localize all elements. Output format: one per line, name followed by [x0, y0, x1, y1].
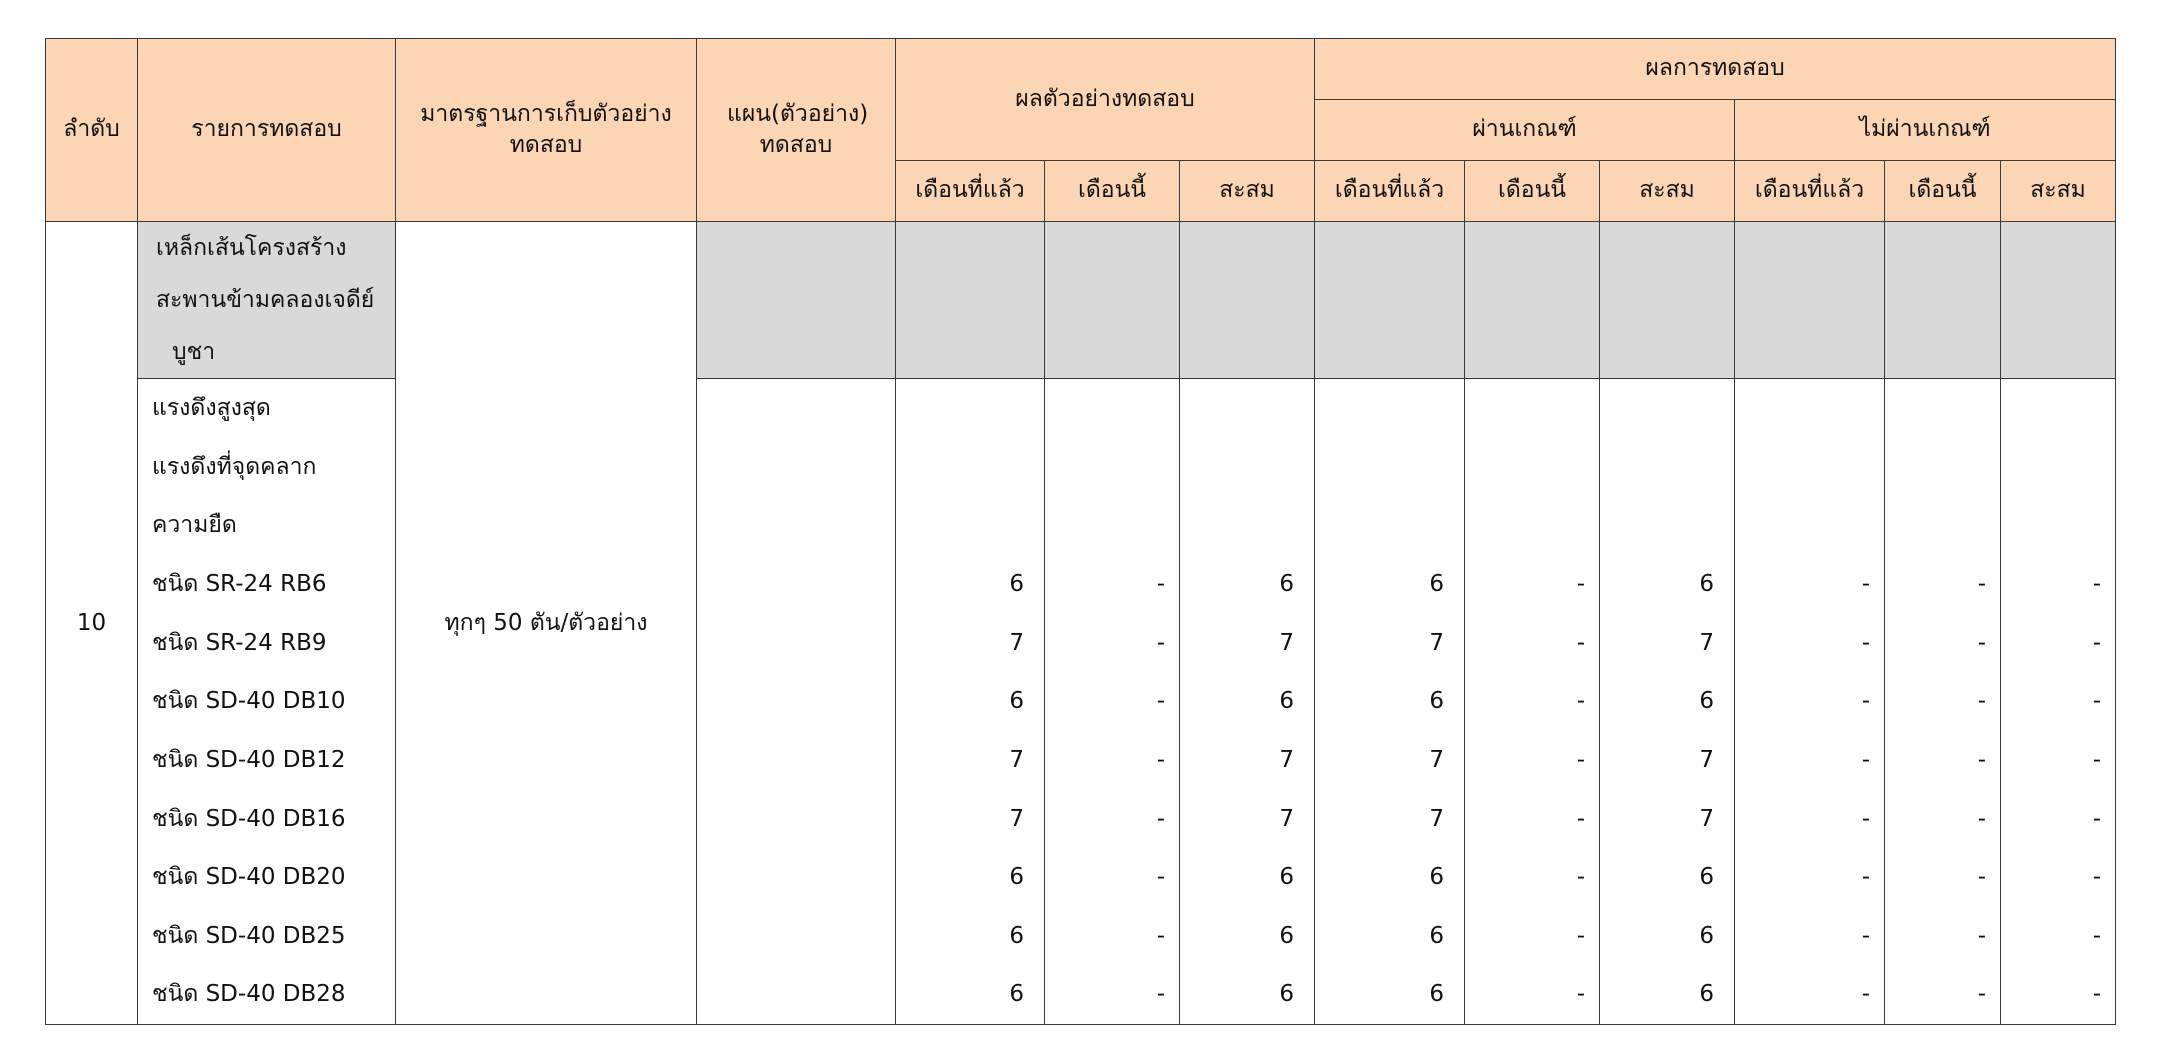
cell-value: - — [1735, 672, 1885, 731]
row-label: ชนิด SR-24 RB9 — [138, 613, 396, 672]
cell-value: 6 — [1600, 907, 1735, 966]
cell-value: - — [1735, 848, 1885, 907]
section-title-line: เหล็กเส้นโครงสร้าง — [156, 235, 347, 261]
cell-value: - — [1465, 965, 1600, 1024]
row-label: ชนิด SD-40 DB12 — [138, 731, 396, 790]
cell-value: - — [2001, 672, 2116, 731]
cell-value: 6 — [1600, 848, 1735, 907]
table-row — [46, 965, 2116, 1024]
cell-value: 6 — [1600, 555, 1735, 614]
cell-value: - — [1045, 731, 1180, 790]
test-results-table — [45, 38, 2116, 1025]
header-pass-this-month: เดือนนี้ — [1465, 161, 1600, 222]
cell-value: 6 — [896, 848, 1045, 907]
header-sample-last-month: เดือนที่แล้ว — [896, 161, 1045, 222]
cell-value: 6 — [896, 965, 1045, 1024]
blank-cell — [2001, 379, 2116, 555]
cell-value: - — [1465, 848, 1600, 907]
header-plan — [697, 39, 896, 222]
cell-value: - — [1735, 613, 1885, 672]
cell-value: - — [1885, 672, 2001, 731]
section-empty-cell — [1600, 222, 1735, 379]
cell-value: 7 — [1315, 789, 1465, 848]
cell-value: - — [1465, 613, 1600, 672]
cell-value: - — [1885, 907, 2001, 966]
plan-cell — [697, 379, 896, 1025]
section-empty-cell — [1885, 222, 2001, 379]
header-fail-last-month: เดือนที่แล้ว — [1735, 161, 1885, 222]
header-pass: ผ่านเกณฑ์ — [1315, 100, 1735, 161]
cell-value: - — [1735, 907, 1885, 966]
blank-cell — [1735, 379, 1885, 555]
section-empty-cell — [1315, 222, 1465, 379]
table-row — [46, 672, 2116, 731]
header-plan-text: แผน(ตัวอย่าง) ทดสอบ — [727, 100, 869, 158]
cell-value: - — [1045, 672, 1180, 731]
section-empty-cell — [896, 222, 1045, 379]
section-title-line: บูชา — [172, 339, 216, 365]
cell-value: 6 — [1315, 907, 1465, 966]
header-fail: ไม่ผ่านเกณฑ์ — [1735, 100, 2116, 161]
cell-value: 6 — [1180, 965, 1315, 1024]
cell-value: 7 — [896, 731, 1045, 790]
cell-value: 6 — [896, 555, 1045, 614]
row-label: ชนิด SD-40 DB10 — [138, 672, 396, 731]
header-fail-cumulative: สะสม — [2001, 161, 2116, 222]
header-sample-this-month: เดือนนี้ — [1045, 161, 1180, 222]
cell-value: - — [2001, 907, 2116, 966]
table-row — [46, 848, 2116, 907]
property-label: ความยืด — [138, 496, 396, 555]
header-row-1 — [46, 39, 2116, 100]
cell-value: 7 — [1180, 613, 1315, 672]
row-label: ชนิด SD-40 DB16 — [138, 789, 396, 848]
cell-value: - — [1045, 965, 1180, 1024]
section-plan-cell — [697, 222, 896, 379]
row-label: ชนิด SR-24 RB6 — [138, 555, 396, 614]
cell-value: - — [1465, 789, 1600, 848]
cell-value: 6 — [1315, 555, 1465, 614]
table-row — [46, 613, 2116, 672]
section-title — [138, 222, 396, 379]
cell-value: 6 — [1315, 672, 1465, 731]
cell-value: - — [1735, 965, 1885, 1024]
cell-value: 6 — [1600, 965, 1735, 1024]
blank-cell — [1885, 379, 2001, 555]
table-row — [46, 789, 2116, 848]
cell-value: - — [1735, 789, 1885, 848]
cell-value: - — [1465, 672, 1600, 731]
cell-value: 7 — [896, 613, 1045, 672]
table-row — [46, 731, 2116, 790]
section-empty-cell — [1045, 222, 1180, 379]
cell-value: 6 — [1180, 555, 1315, 614]
blank-cell — [1315, 379, 1465, 555]
row-label: ชนิด SD-40 DB28 — [138, 965, 396, 1024]
cell-value: 6 — [1315, 848, 1465, 907]
section-seq: 10 — [46, 222, 138, 1025]
header-seq: ลำดับ — [46, 39, 138, 222]
cell-value: - — [1465, 555, 1600, 614]
cell-value: 6 — [896, 907, 1045, 966]
table-row — [46, 555, 2116, 614]
header-fail-this-month: เดือนนี้ — [1885, 161, 2001, 222]
header-pass-last-month: เดือนที่แล้ว — [1315, 161, 1465, 222]
cell-value: - — [1735, 731, 1885, 790]
blank-cell — [896, 379, 1045, 555]
section-empty-cell — [2001, 222, 2116, 379]
blank-cell — [1600, 379, 1735, 555]
row-label: ชนิด SD-40 DB20 — [138, 848, 396, 907]
cell-value: 6 — [1180, 672, 1315, 731]
section-empty-cell — [1180, 222, 1315, 379]
cell-value: - — [2001, 555, 2116, 614]
cell-value: - — [2001, 848, 2116, 907]
table-row — [46, 907, 2116, 966]
cell-value: 6 — [896, 672, 1045, 731]
blank-cell — [1180, 379, 1315, 555]
cell-value: - — [2001, 789, 2116, 848]
cell-value: 7 — [1315, 731, 1465, 790]
cell-value: 7 — [896, 789, 1045, 848]
cell-value: - — [1885, 789, 2001, 848]
section-title-row — [46, 222, 2116, 379]
cell-value: - — [1465, 731, 1600, 790]
property-label: แรงดึงสูงสุด — [138, 379, 396, 438]
cell-value: 6 — [1600, 672, 1735, 731]
section-title-line: สะพานข้ามคลองเจดีย์ — [156, 287, 375, 313]
header-item: รายการทดสอบ — [138, 39, 396, 222]
cell-value: - — [1735, 555, 1885, 614]
header-standard — [396, 39, 697, 222]
cell-value: - — [1045, 848, 1180, 907]
cell-value: - — [2001, 613, 2116, 672]
cell-value: 7 — [1315, 613, 1465, 672]
cell-value: - — [1885, 613, 2001, 672]
cell-value: - — [1885, 848, 2001, 907]
cell-value: 6 — [1315, 965, 1465, 1024]
property-label: แรงดึงที่จุดคลาก — [138, 437, 396, 496]
header-sample-results: ผลตัวอย่างทดสอบ — [896, 39, 1315, 161]
cell-value: - — [1045, 555, 1180, 614]
blank-cell — [1465, 379, 1600, 555]
cell-value: 7 — [1180, 789, 1315, 848]
row-label: ชนิด SD-40 DB25 — [138, 907, 396, 966]
section-empty-cell — [1465, 222, 1600, 379]
cell-value: - — [1885, 555, 2001, 614]
cell-value: - — [2001, 965, 2116, 1024]
section-empty-cell — [1735, 222, 1885, 379]
header-sample-cumulative: สะสม — [1180, 161, 1315, 222]
cell-value: 7 — [1600, 789, 1735, 848]
cell-value: - — [1045, 613, 1180, 672]
cell-value: - — [1885, 965, 2001, 1024]
property-row — [46, 379, 2116, 438]
cell-value: - — [1045, 907, 1180, 966]
blank-cell — [1045, 379, 1180, 555]
header-standard-text: มาตรฐานการเก็บตัวอย่างทดสอบ — [420, 100, 672, 158]
section-standard: ทุกๆ 50 ตัน/ตัวอย่าง — [396, 222, 697, 1025]
cell-value: 7 — [1180, 731, 1315, 790]
header-test-results: ผลการทดสอบ — [1315, 39, 2116, 100]
cell-value: 6 — [1180, 907, 1315, 966]
cell-value: 6 — [1180, 848, 1315, 907]
cell-value: 7 — [1600, 613, 1735, 672]
header-pass-cumulative: สะสม — [1600, 161, 1735, 222]
cell-value: - — [2001, 731, 2116, 790]
cell-value: - — [1465, 907, 1600, 966]
cell-value: - — [1885, 731, 2001, 790]
cell-value: - — [1045, 789, 1180, 848]
cell-value: 7 — [1600, 731, 1735, 790]
